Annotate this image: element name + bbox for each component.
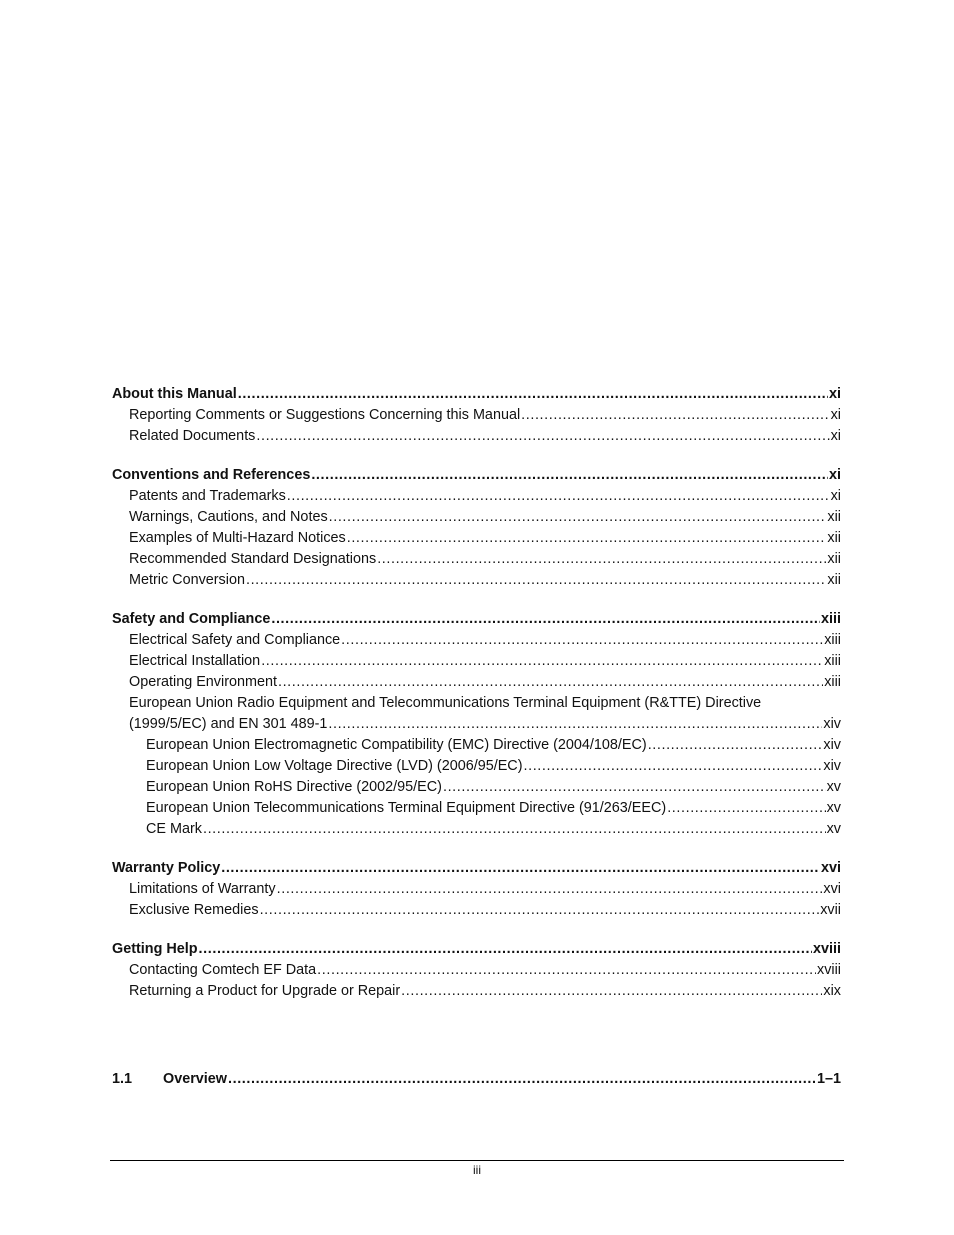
toc-chapter-entry[interactable] <box>112 1069 841 1090</box>
toc-page-number: xi <box>830 428 841 444</box>
toc-entry[interactable] <box>112 426 841 447</box>
dot-leader <box>271 609 820 630</box>
toc-section-conventions[interactable] <box>112 465 841 486</box>
dot-leader <box>277 879 823 900</box>
toc-entry[interactable] <box>112 486 841 507</box>
toc-page-number: xv <box>826 800 841 816</box>
toc-entry-title: Electrical Installation <box>129 653 261 669</box>
toc-section-safety-compliance[interactable] <box>112 609 841 630</box>
toc-page-number: xiii <box>824 674 841 690</box>
section-gap <box>112 447 841 465</box>
toc-section-title: Getting Help <box>112 941 198 957</box>
toc-page-number: xii <box>827 530 841 546</box>
dot-leader <box>256 426 829 447</box>
toc-subentry-title: European Union Electromagnetic Compatibility (EMC) Directive (2004/108/EC) <box>146 737 647 753</box>
toc-section-title: Warranty Policy <box>112 860 221 876</box>
toc-entry[interactable] <box>112 528 841 549</box>
toc-entry-title: Examples of Multi-Hazard Notices <box>129 530 346 546</box>
dot-leader <box>228 1069 816 1090</box>
dot-leader <box>260 900 820 921</box>
toc-page-number: xii <box>827 509 841 525</box>
toc-entry[interactable] <box>112 879 841 900</box>
dot-leader <box>203 819 826 840</box>
toc-subentry-title: European Union Telecommunications Terminal Equipment Directive (91/263/EEC) <box>146 800 667 816</box>
dot-leader <box>261 651 823 672</box>
toc-page-number: xi <box>828 467 841 483</box>
toc-page-number: xiv <box>823 758 841 774</box>
toc-page-number: xiii <box>824 653 841 669</box>
toc-section-title: Safety and Compliance <box>112 611 271 627</box>
dot-leader <box>648 735 823 756</box>
dot-leader <box>238 384 828 405</box>
toc-section-getting-help[interactable] <box>112 939 841 960</box>
dot-leader <box>246 570 826 591</box>
toc-subentry-title: European Union RoHS Directive (2002/95/EC) <box>146 779 442 795</box>
toc-entry[interactable] <box>112 549 841 570</box>
toc-entry[interactable] <box>112 981 841 1002</box>
dot-leader <box>311 465 828 486</box>
toc-page-number: xii <box>827 572 841 588</box>
toc-entry-title: Limitations of Warranty <box>129 881 276 897</box>
toc-section-title: Conventions and References <box>112 467 311 483</box>
toc-entry-eu-rtte-heading[interactable] <box>112 693 841 714</box>
toc-page-number: xv <box>826 821 841 837</box>
toc-entry-title: Warnings, Cautions, and Notes <box>129 509 328 525</box>
toc-subentry[interactable] <box>112 777 841 798</box>
toc-entry-title: Related Documents <box>129 428 256 444</box>
toc-subentry[interactable] <box>112 798 841 819</box>
section-gap <box>112 921 841 939</box>
toc-page-number: xiv <box>823 716 841 732</box>
chapter-title: Overview <box>163 1071 227 1087</box>
dot-leader <box>221 858 820 879</box>
toc-page-number: xiii <box>821 611 841 627</box>
toc-section-title: About this Manual <box>112 386 237 402</box>
toc-entry-title: Electrical Safety and Compliance <box>129 632 341 648</box>
dot-leader <box>377 549 826 570</box>
toc-entry-eu-rtte-continued[interactable] <box>112 714 841 735</box>
toc-page-number: xv <box>826 779 841 795</box>
toc-page-number: xi <box>830 407 841 423</box>
toc-section-about-manual[interactable] <box>112 384 841 405</box>
toc-entry[interactable] <box>112 507 841 528</box>
toc-entry[interactable] <box>112 570 841 591</box>
toc-page-number: xviii <box>817 962 841 978</box>
toc-page-number: xvi <box>820 860 841 876</box>
toc-entry-title: Metric Conversion <box>129 572 245 588</box>
table-of-contents <box>112 384 841 1002</box>
dot-leader <box>341 630 823 651</box>
toc-subentry[interactable] <box>112 756 841 777</box>
toc-page-number: xii <box>827 551 841 567</box>
toc-entry[interactable] <box>112 651 841 672</box>
toc-page-number: xiii <box>824 632 841 648</box>
dot-leader <box>278 672 823 693</box>
toc-chapter-overview <box>112 1069 841 1090</box>
toc-entry[interactable] <box>112 630 841 651</box>
toc-entry[interactable] <box>112 900 841 921</box>
dot-leader <box>287 486 830 507</box>
toc-subentry-title: CE Mark <box>146 821 202 837</box>
chapter-number: 1.1 <box>112 1071 133 1087</box>
dot-leader <box>401 981 822 1002</box>
toc-entry-title: European Union Radio Equipment and Telecommunications Terminal Equipment (R&TTE) Directive <box>129 695 762 711</box>
dot-leader <box>347 528 827 549</box>
footer-divider <box>110 1160 844 1161</box>
dot-leader <box>199 939 812 960</box>
section-gap <box>112 591 841 609</box>
toc-entry-title: Operating Environment <box>129 674 277 690</box>
toc-page-number: xviii <box>812 941 841 957</box>
toc-entry-title: Returning a Product for Upgrade or Repair <box>129 983 401 999</box>
toc-entry-title: Contacting Comtech EF Data <box>129 962 317 978</box>
dot-leader <box>317 960 816 981</box>
toc-page-number: xvi <box>823 881 841 897</box>
toc-entry-title: Recommended Standard Designations <box>129 551 377 567</box>
dot-leader <box>443 777 826 798</box>
toc-page-number: xi <box>830 488 841 504</box>
page-number: iii <box>473 1163 481 1177</box>
toc-page-number: xiv <box>823 737 841 753</box>
dot-leader <box>521 405 829 426</box>
dot-leader <box>329 507 827 528</box>
toc-entry[interactable] <box>112 672 841 693</box>
toc-entry-title: Exclusive Remedies <box>129 902 259 918</box>
dot-leader <box>667 798 825 819</box>
toc-entry[interactable] <box>112 405 841 426</box>
toc-section-warranty[interactable] <box>112 858 841 879</box>
toc-subentry[interactable] <box>112 819 841 840</box>
toc-entry-title: Patents and Trademarks <box>129 488 286 504</box>
toc-page-number: xvii <box>820 902 841 918</box>
toc-page-number: xi <box>828 386 841 402</box>
toc-subentry-title: European Union Low Voltage Directive (LVD) (2006/95/EC) <box>146 758 523 774</box>
dot-leader <box>328 714 822 735</box>
dot-leader <box>524 756 823 777</box>
toc-page-number: xix <box>823 983 841 999</box>
toc-page-number: 1–1 <box>816 1071 841 1087</box>
toc-entry[interactable] <box>112 960 841 981</box>
toc-subentry[interactable] <box>112 735 841 756</box>
section-gap <box>112 840 841 858</box>
toc-entry-title: Reporting Comments or Suggestions Concerning this Manual <box>129 407 521 423</box>
toc-entry-title-continued: (1999/5/EC) and EN 301 489-1 <box>129 716 328 732</box>
